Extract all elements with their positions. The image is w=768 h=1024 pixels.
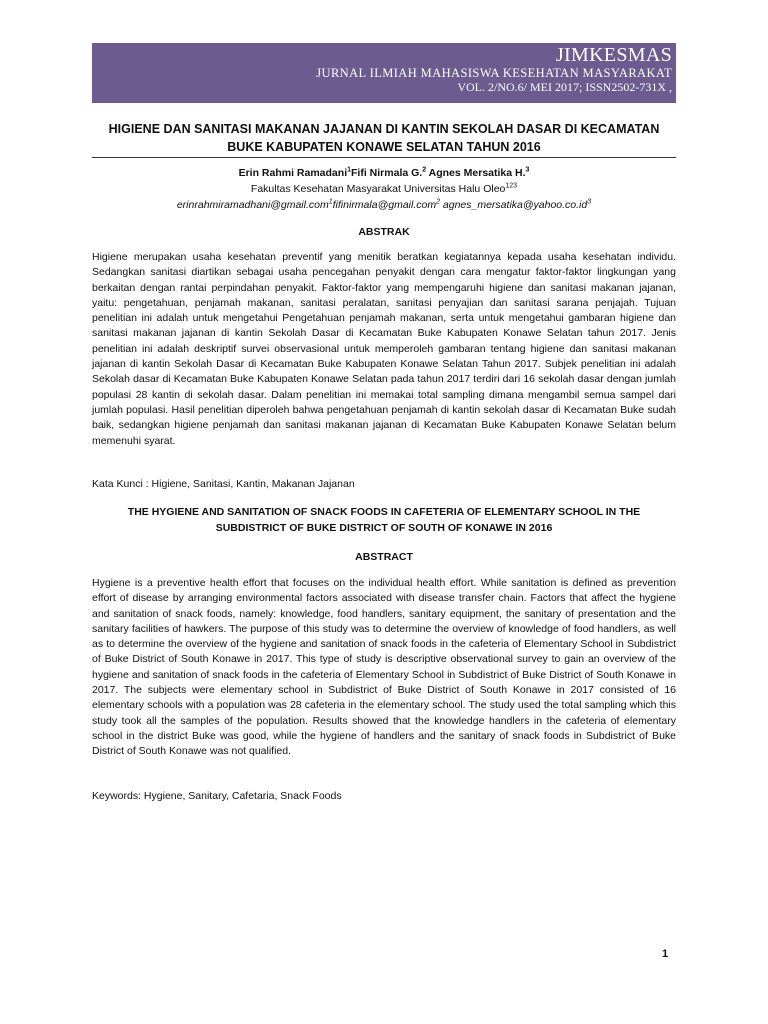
email-2: fifinirmala@gmail.com	[332, 199, 437, 211]
affiliation-sup: 123	[505, 182, 518, 190]
journal-abbreviation: JIMKESMAS	[555, 44, 672, 66]
abstrak-body: Higiene merupakan usaha kesehatan preventif yang menitik beratkan kegiatannya kepada usaha kesehatan individu. Sedangkan sanitasi diartikan sebagai usaha pencegahan penyakit dengan cara mengatur faktor-faktor lingkungan yang berkaitan dengan rantai perpindahan penyakit. Faktor-faktor yang mempengaruhi higiene dan sanitasi makanan jajanan, yaitu: pengetahuan, penjamah makanan, sanitasi peralatan, sanitasi penyajian dan sanitasi sarana penjajah. Tujuan penelitian ini adalah untuk mengetahui Pengetahuan penjamah makanan, serta untuk mengetahui gambaran higiene dan sanitasi makanan jajanan di kantin Sekolah Dasar di Kecamatan Buke Kabupaten Konawe Selatan tahun 2017. Jenis penelitian ini adalah deskriptif survei observasional untuk memperoleh gambaran tentang higiene dan sanitasi makanan jajanan di kantin Sekolah Dasar di Kecamatan Buke Kabupaten Konawe Selatan Tahun 2017. Subjek penelitian ini adalah Sekolah dasar di Kecamatan Buke Kabupaten Konawe Selatan pada tahun 2017 terdiri dari 16 sekolah dasar dengan jumlah populasi 28 kantin di sekolah dasar. Dalam penelitian ini memakai total sampling dimana mengambil semua sampel dari jumlah populasi. Hasil penelitian diperoleh bahwa pengetahuan penjamah di kantin sekolah dasar di Kecamatan Buke sudah baik, sedangkan higiene penjamah dan sanitasi makanan jajanan di Kecamatan Buke Kabupaten Konawe Selatan belum memenuhi syarat.	[92, 251, 676, 447]
journal-banner	[92, 43, 676, 103]
abstract-heading: ABSTRACT	[355, 551, 413, 563]
email-3-sup: 3	[587, 198, 592, 206]
page-number: 1	[662, 948, 669, 960]
abstrak-heading: ABSTRAK	[358, 226, 410, 238]
abstrak-keywords: Kata Kunci : Higiene, Sanitasi, Kantin, Makanan Jajanan	[92, 478, 355, 490]
title-divider	[92, 157, 676, 158]
email-1-sup: 1	[328, 198, 333, 206]
affiliation-text: Fakultas Kesehatan Masyarakat Universitas Halu Oleo	[250, 183, 506, 195]
english-title	[92, 504, 676, 536]
journal-name: JURNAL ILMIAH MAHASISWA KESEHATAN MASYARAKAT	[316, 66, 672, 80]
paper-title-line-2: BUKE KABUPATEN KONAWE SELATAN TAHUN 2016	[227, 140, 541, 154]
paper-title-line-1: HIGIENE DAN SANITASI MAKANAN JAJANAN DI KANTIN SEKOLAH DASAR DI KECAMATAN	[108, 122, 660, 136]
email-2-sup: 2	[436, 198, 440, 206]
abstract-keywords: Keywords: Hygiene, Sanitary, Cafetaria, Snack Foods	[92, 790, 342, 802]
affiliation	[92, 181, 676, 197]
email-3: agnes_mersatika@yahoo.co.id	[439, 199, 588, 211]
author-1: Erin Rahmi Ramadani	[238, 167, 348, 179]
abstract-body: Hygiene is a preventive health effort that focuses on the individual health effort. While sanitation is defined as prevention effort of disease by arranging environmental factors associated with disease transfer chain. Factors that affect the hygiene and sanitation of snack foods, namely: knowledge, food handlers, sanitary equipment, the sanitary of presentation and the sanitary facilities of hawkers. The purpose of this study was to determine the overview of knowledge of food handlers, as well as to determine the overview of the hygiene and sanitation of snack foods in the cafeteria of Elementary School in Subdistrict of Buke District of South Konawe in 2017. This type of study is descriptive observational survey to gain an overview of the hygiene and sanitation of snack foods in the cafeteria of Elementary School in Subdistrict of Buke District of South Konawe in 2017. The subjects were elementary school in Subdistrict of Buke District of South Konawe in 2017 consisted of 16 elementary schools with a population was 28 cafeteria in the elementary school. The study used the total sampling which this study took all the samples of the population. Results showed that the knowledge handlers in the cafeteria of elementary school in the district Buke was good, while the hygiene of handlers and the sanitary of snack foods in Subdistrict of Buke District of South Konawe was not qualified.	[92, 577, 676, 758]
author-3: Agnes Mersatika H.	[426, 167, 526, 179]
author-names	[92, 165, 676, 181]
email-1: erinrahmiramadhani@gmail.com	[176, 199, 329, 211]
author-3-sup: 3	[525, 166, 530, 174]
journal-volume: VOL. 2/NO.6/ MEI 2017; ISSN2502-731X ,	[457, 80, 672, 94]
english-title-line-2: SUBDISTRICT OF BUKE DISTRICT OF SOUTH OF KONAWE IN 2016	[215, 522, 553, 534]
english-title-line-1: THE HYGIENE AND SANITATION OF SNACK FOODS IN CAFETERIA OF ELEMENTARY SCHOOL IN THE	[127, 506, 641, 518]
author-1-sup: 1	[347, 166, 352, 174]
author-2: Fifi Nirmala G.	[351, 167, 423, 179]
author-emails	[92, 197, 676, 213]
author-block	[92, 165, 676, 213]
paper-title	[92, 120, 676, 156]
author-2-sup: 2	[422, 166, 427, 174]
